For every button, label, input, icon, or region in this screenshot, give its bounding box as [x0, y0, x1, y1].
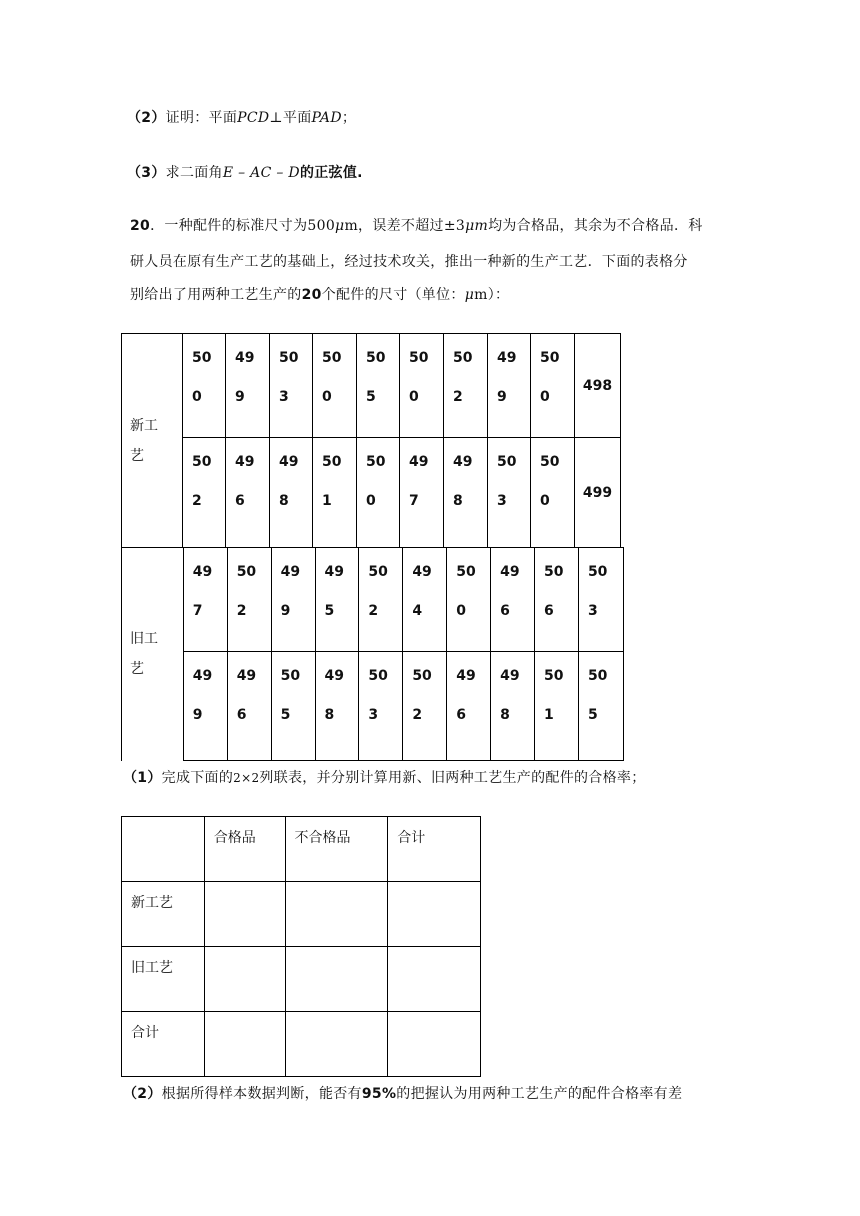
subquestion-2-line: [127, 107, 356, 127]
text: 别给出了用两种工艺生产的: [130, 287, 302, 303]
text: 完成下面的: [161, 770, 234, 786]
table-cell: 49 9: [271, 548, 315, 652]
header-cell: 合计: [388, 817, 481, 882]
blank-cell[interactable]: [204, 947, 285, 1012]
table-cell: 49 7: [400, 438, 444, 548]
table-cell: 49 6: [226, 438, 270, 548]
table-cell: 50 2: [403, 652, 447, 761]
math-plane: PAD: [311, 110, 342, 126]
question-20-line2: 研人员在原有生产工艺的基础上，经过技术攻关，推出一种新的生产工艺．下面的表格分: [130, 254, 688, 270]
table-cell: 50 0: [531, 438, 575, 548]
math-value: 2×2: [233, 771, 260, 785]
table-cell: 49 6: [447, 652, 491, 761]
text: ；: [341, 110, 357, 126]
number: 20: [301, 287, 322, 303]
text: 个配件的尺寸（单位：: [321, 287, 465, 303]
old-process-table: [121, 547, 624, 761]
table-cell: 49 5: [315, 548, 359, 652]
blank-cell[interactable]: [285, 882, 388, 947]
table-cell: 50 1: [313, 438, 357, 548]
table-cell: 49 8: [270, 438, 313, 548]
math-mu: μ: [335, 218, 345, 234]
table-cell: 50 0: [400, 334, 444, 438]
table-cell: 50 3: [578, 548, 623, 652]
table-cell: 50 6: [535, 548, 579, 652]
table-cell: 49 8: [444, 438, 488, 548]
math-value: 500: [307, 218, 336, 234]
table-cell: 49 6: [227, 652, 271, 761]
text: 求二面角: [165, 165, 223, 181]
header-cell: [122, 817, 205, 882]
table-cell: 49 9: [183, 652, 227, 761]
table-cell: 50 1: [535, 652, 579, 761]
math-unit: m: [344, 218, 359, 234]
table-cell: 50 2: [227, 548, 271, 652]
subquestion-number: （3）: [127, 165, 166, 181]
subquestion-number: （1）: [123, 770, 162, 786]
text: 的正弦值.: [299, 165, 363, 181]
text: 根据所得样本数据判断，能否有: [161, 1086, 362, 1102]
text: 的把握认为用两种工艺生产的配件合格率有差: [396, 1086, 683, 1102]
subquestion-number: （2）: [127, 110, 166, 126]
question-number: 20: [130, 218, 151, 234]
table-cell: 49 8: [491, 652, 535, 761]
question-20-line1: [130, 215, 703, 235]
table-cell: 50 5: [578, 652, 623, 761]
math-angle: E – AC – D: [222, 165, 300, 181]
blank-cell[interactable]: [388, 882, 481, 947]
math-mu: μ: [464, 287, 475, 303]
contingency-table: [121, 816, 481, 1077]
part-1-line: [123, 767, 646, 787]
math-plane: PCD: [237, 110, 270, 126]
math-unit: m: [474, 287, 488, 303]
text: ，误差不超过: [358, 218, 444, 234]
text: 均为合格品，其余为不合格品．科: [488, 218, 703, 234]
math-value: ±3: [443, 218, 466, 234]
table-cell: 49 8: [315, 652, 359, 761]
table-cell: 50 5: [357, 334, 400, 438]
table-cell: 50 2: [359, 548, 403, 652]
table-cell: 50 0: [531, 334, 575, 438]
table-cell: 50 2: [444, 334, 488, 438]
table-cell: 50 0: [357, 438, 400, 548]
row-label-new: 新工 艺: [122, 334, 183, 548]
subquestion-number: （2）: [123, 1086, 162, 1102]
text: 列联表，并分别计算用新、旧两种工艺生产的配件的合格率；: [259, 770, 646, 786]
row-label: 旧工艺: [122, 947, 205, 1012]
table-cell: 498: [575, 334, 621, 438]
table-cell: 499: [575, 438, 621, 548]
math-unit: μm: [465, 218, 489, 234]
subquestion-3-line: [127, 162, 363, 182]
table-cell: 50 3: [270, 334, 313, 438]
part-2-line: [123, 1083, 682, 1103]
table-cell: 49 4: [403, 548, 447, 652]
table-cell: 49 9: [488, 334, 531, 438]
table-cell: 50 3: [359, 652, 403, 761]
blank-cell[interactable]: [285, 947, 388, 1012]
text: ）：: [487, 287, 510, 303]
text: 平面: [282, 110, 312, 126]
row-label-old: 旧工 艺: [122, 548, 184, 761]
blank-cell[interactable]: [285, 1012, 388, 1077]
perp-symbol: ⊥: [269, 110, 283, 126]
row-label: 新工艺: [122, 882, 205, 947]
header-cell: 合格品: [204, 817, 285, 882]
table-cell: 49 9: [226, 334, 270, 438]
blank-cell[interactable]: [204, 882, 285, 947]
question-20-line3: [130, 284, 509, 304]
table-cell: 50 3: [488, 438, 531, 548]
blank-cell[interactable]: [204, 1012, 285, 1077]
percent-value: 95%: [361, 1086, 397, 1102]
table-cell: 50 2: [183, 438, 226, 548]
table-cell: 49 6: [491, 548, 535, 652]
blank-cell[interactable]: [388, 947, 481, 1012]
text: 证明：平面: [165, 110, 238, 126]
header-cell: 不合格品: [285, 817, 388, 882]
text: ．一种配件的标准尺寸为: [150, 218, 308, 234]
blank-cell[interactable]: [388, 1012, 481, 1077]
table-cell: 50 0: [183, 334, 226, 438]
table-cell: 49 7: [183, 548, 227, 652]
new-process-table: [121, 333, 621, 548]
table-cell: 50 5: [271, 652, 315, 761]
row-label: 合计: [122, 1012, 205, 1077]
table-cell: 50 0: [447, 548, 491, 652]
table-cell: 50 0: [313, 334, 357, 438]
